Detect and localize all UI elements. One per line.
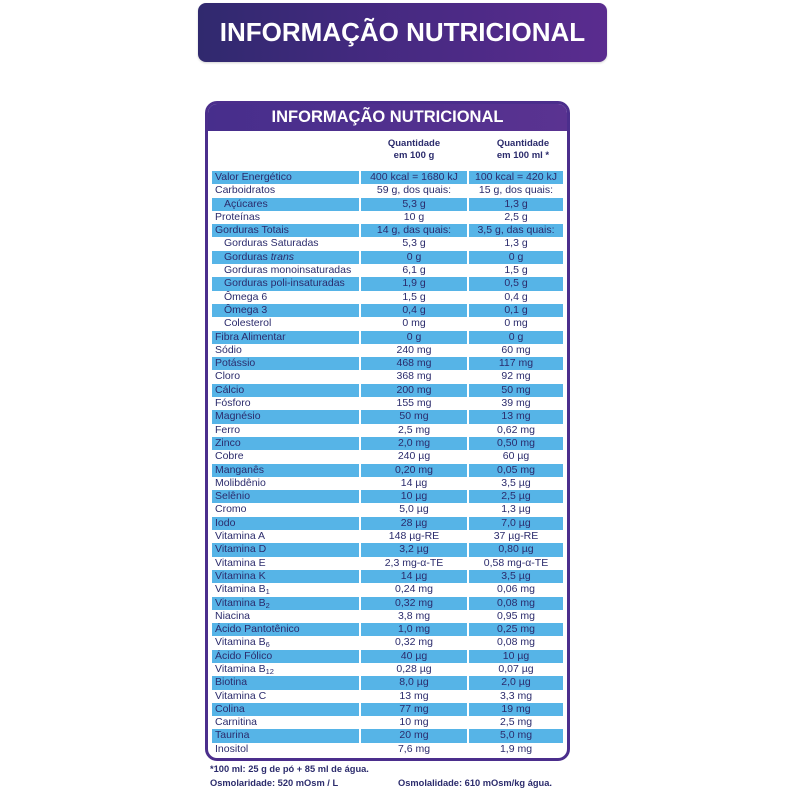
table-row bbox=[208, 517, 567, 530]
value-per-100g: 5,0 µg bbox=[399, 503, 429, 516]
nutrient-label bbox=[212, 623, 359, 636]
value-per-100g: 7,6 mg bbox=[397, 742, 431, 755]
nutrient-label bbox=[212, 437, 359, 450]
nutrient-name: Colesterol bbox=[224, 317, 272, 330]
value-per-100ml: 50 mg bbox=[469, 384, 563, 397]
table-row bbox=[208, 237, 567, 250]
value-per-100ml: 39 mg bbox=[501, 397, 531, 410]
value-per-100g: 2,0 mg bbox=[361, 437, 467, 450]
value-per-100g: 368 mg bbox=[396, 370, 432, 383]
value-per-100g: 240 µg bbox=[397, 450, 431, 463]
value-per-100ml: 0,50 mg bbox=[469, 437, 563, 450]
value-per-100ml: 1,3 g bbox=[504, 237, 528, 250]
nutrient-name: Ferro bbox=[215, 423, 241, 436]
table-row bbox=[208, 743, 567, 756]
value-per-100ml: 10 µg bbox=[469, 650, 563, 663]
table-row bbox=[208, 716, 567, 729]
table-row bbox=[208, 703, 567, 716]
value-per-100ml: 3,5 µg bbox=[469, 570, 563, 583]
nutrient-name: Colina bbox=[215, 702, 245, 715]
value-per-100ml: 37 µg-RE bbox=[493, 530, 539, 543]
value-per-100g: 400 kcal = 1680 kJ bbox=[361, 171, 467, 184]
column-header-line: em 100 ml * bbox=[496, 150, 550, 161]
nutrient-label bbox=[212, 610, 359, 623]
nutrient-name-subscript: 6 bbox=[265, 640, 270, 650]
nutrient-label bbox=[212, 503, 359, 516]
value-per-100ml: 0,4 g bbox=[504, 290, 528, 303]
nutrient-name: Inositol bbox=[215, 742, 249, 755]
nutrient-label bbox=[212, 743, 359, 756]
table-row bbox=[208, 344, 567, 357]
value-per-100g: 0,32 mg bbox=[361, 597, 467, 610]
value-per-100ml: 1,5 g bbox=[504, 264, 528, 277]
table-row bbox=[208, 650, 567, 663]
value-per-100ml: 0,08 mg bbox=[497, 636, 535, 649]
value-per-100ml: 0,95 mg bbox=[497, 609, 535, 622]
value-per-100g: 5,3 g bbox=[361, 198, 467, 211]
value-per-100g: 0,32 mg bbox=[395, 636, 433, 649]
nutrient-label bbox=[212, 690, 359, 703]
nutrient-name: Gorduras bbox=[224, 250, 268, 263]
nutrient-name: Vitamina C bbox=[215, 689, 267, 702]
value-per-100ml: 2,5 g bbox=[504, 210, 528, 223]
value-per-100g: 14 µg bbox=[361, 570, 467, 583]
nutrient-label bbox=[212, 517, 359, 530]
value-per-100g: 5,3 g bbox=[402, 237, 426, 250]
value-per-100ml: 19 mg bbox=[469, 703, 563, 716]
value-per-100ml: 60 µg bbox=[502, 450, 530, 463]
value-per-100g: 59 g, dos quais: bbox=[376, 184, 452, 197]
column-headers bbox=[208, 131, 567, 171]
value-per-100ml: 0,06 mg bbox=[497, 583, 535, 596]
nutrient-label bbox=[212, 224, 359, 237]
value-per-100g: 200 mg bbox=[361, 384, 467, 397]
value-per-100g: 1,9 g bbox=[361, 277, 467, 290]
value-per-100ml: 0,62 mg bbox=[497, 423, 535, 436]
nutrient-label bbox=[212, 464, 359, 477]
nutrient-name: Vitamina B bbox=[215, 636, 266, 649]
value-per-100g: 1,5 g bbox=[402, 290, 426, 303]
nutrient-name: Selênio bbox=[215, 490, 251, 503]
table-row bbox=[208, 317, 567, 330]
table-row bbox=[208, 729, 567, 742]
value-per-100ml: 15 g, dos quais: bbox=[478, 184, 554, 197]
value-per-100g: 0,4 g bbox=[361, 304, 467, 317]
value-per-100ml: 1,3 µg bbox=[501, 503, 531, 516]
value-per-100g: 3,2 µg bbox=[361, 543, 467, 556]
nutrient-label bbox=[212, 304, 359, 317]
value-per-100ml: 117 mg bbox=[469, 357, 563, 370]
nutrient-name-subscript: 12 bbox=[265, 666, 274, 676]
table-row bbox=[208, 184, 567, 197]
nutrient-name: Ácido Pantotênico bbox=[215, 623, 300, 636]
column-header-line: Quantidade bbox=[387, 138, 441, 149]
nutrient-label bbox=[212, 729, 359, 742]
value-per-100ml: 0 mg bbox=[504, 317, 528, 330]
value-per-100g: 3,8 mg bbox=[397, 609, 431, 622]
table-row bbox=[208, 437, 567, 450]
nutrient-name: Cobre bbox=[215, 450, 244, 463]
nutrient-name: Gorduras monoinsaturadas bbox=[224, 264, 352, 277]
nutrient-name: Valor Energético bbox=[215, 171, 292, 183]
nutrient-name-italic: trans bbox=[270, 250, 295, 263]
table-row bbox=[208, 530, 567, 543]
value-per-100ml: 2,0 µg bbox=[469, 676, 563, 689]
nutrient-label bbox=[212, 198, 359, 211]
nutrient-label bbox=[212, 543, 359, 556]
value-per-100ml: 3,5 g, das quais: bbox=[469, 224, 563, 237]
nutrient-name: Gorduras Totais bbox=[215, 224, 289, 237]
table-row bbox=[208, 597, 567, 610]
footnote-osmolality: Osmolalidade: 610 mOsm/kg água. bbox=[398, 778, 552, 788]
table-row bbox=[208, 291, 567, 304]
nutrient-label bbox=[212, 424, 359, 437]
nutrient-label bbox=[212, 277, 359, 290]
value-per-100ml: 0,1 g bbox=[469, 304, 563, 317]
table-row bbox=[208, 676, 567, 689]
value-per-100g: 0 g bbox=[361, 251, 467, 264]
nutrient-label bbox=[212, 597, 359, 610]
nutrient-label bbox=[212, 344, 359, 357]
table-row bbox=[208, 557, 567, 570]
nutrient-label bbox=[212, 291, 359, 304]
nutrient-name: Gorduras poli-insaturadas bbox=[224, 277, 345, 290]
nutrient-name: Vitamina D bbox=[215, 543, 267, 556]
value-per-100g: 468 mg bbox=[361, 357, 467, 370]
table-row bbox=[208, 384, 567, 397]
table-row bbox=[208, 477, 567, 490]
nutrient-name: Molibdênio bbox=[215, 476, 266, 489]
value-per-100ml: 13 mg bbox=[469, 410, 563, 423]
nutrient-name-subscript: 1 bbox=[265, 587, 270, 597]
value-per-100g: 0,28 µg bbox=[396, 662, 432, 675]
table-row bbox=[208, 424, 567, 437]
nutrient-label bbox=[212, 264, 359, 277]
value-per-100ml: 0 g bbox=[469, 251, 563, 264]
nutrient-name: Vitamina B bbox=[215, 596, 266, 609]
table-row bbox=[208, 663, 567, 676]
nutrient-label bbox=[212, 676, 359, 689]
value-per-100ml: 0,5 g bbox=[469, 277, 563, 290]
value-per-100g: 40 µg bbox=[361, 650, 467, 663]
table-row bbox=[208, 264, 567, 277]
column-header-per-100g bbox=[361, 138, 467, 162]
value-per-100g: 50 mg bbox=[361, 410, 467, 423]
table-row bbox=[208, 583, 567, 596]
table-row bbox=[208, 464, 567, 477]
value-per-100g: 28 µg bbox=[361, 517, 467, 530]
table-row bbox=[208, 610, 567, 623]
table-row bbox=[208, 251, 567, 264]
nutrient-label bbox=[212, 583, 359, 596]
nutrient-label bbox=[212, 450, 359, 463]
value-per-100g: 0 mg bbox=[402, 317, 426, 330]
column-header-per-100ml bbox=[469, 138, 563, 162]
value-per-100g: 6,1 g bbox=[402, 264, 426, 277]
nutrient-label bbox=[212, 716, 359, 729]
table-title: INFORMAÇÃO NUTRICIONAL bbox=[208, 104, 567, 131]
nutrient-name: Vitamina K bbox=[215, 569, 266, 582]
table-row bbox=[208, 277, 567, 290]
nutrient-name: Proteínas bbox=[215, 210, 260, 223]
nutrient-name: Ômega 3 bbox=[224, 303, 268, 316]
table-row bbox=[208, 171, 567, 184]
nutrient-label bbox=[212, 490, 359, 503]
value-per-100ml: 0,08 mg bbox=[469, 597, 563, 610]
nutrient-name: Vitamina B bbox=[215, 662, 266, 675]
column-header-line: em 100 g bbox=[393, 150, 435, 161]
value-per-100g: 2,5 mg bbox=[397, 423, 431, 436]
nutrient-name: Niacina bbox=[215, 609, 251, 622]
value-per-100g: 10 mg bbox=[399, 716, 429, 729]
table-row bbox=[208, 623, 567, 636]
nutrient-label bbox=[212, 331, 359, 344]
table-row bbox=[208, 211, 567, 224]
nutrient-label bbox=[212, 370, 359, 383]
nutrient-label bbox=[212, 477, 359, 490]
nutrient-name: Manganês bbox=[215, 463, 265, 476]
nutrient-label bbox=[212, 397, 359, 410]
nutrient-name: Fibra Alimentar bbox=[215, 330, 286, 343]
table-row bbox=[208, 304, 567, 317]
value-per-100ml: 0,07 µg bbox=[498, 662, 534, 675]
value-per-100g: 0,24 mg bbox=[395, 583, 433, 596]
value-per-100ml: 3,3 mg bbox=[499, 689, 533, 702]
nutrient-name: Gorduras Saturadas bbox=[224, 237, 319, 250]
column-header-line: Quantidade bbox=[496, 138, 550, 149]
nutrient-name: Taurina bbox=[215, 729, 250, 742]
value-per-100ml: 0 g bbox=[469, 331, 563, 344]
value-per-100ml: 2,5 mg bbox=[499, 716, 533, 729]
value-per-100ml: 0,80 µg bbox=[469, 543, 563, 556]
nutrient-name: Vitamina A bbox=[215, 530, 266, 543]
table-row bbox=[208, 503, 567, 516]
nutrient-label bbox=[212, 703, 359, 716]
nutrient-name: Biotina bbox=[215, 676, 248, 689]
value-per-100ml: 7,0 µg bbox=[469, 517, 563, 530]
nutrient-name: Vitamina B bbox=[215, 583, 266, 596]
value-per-100g: 2,3 mg-α-TE bbox=[384, 556, 444, 569]
nutrient-name: Açúcares bbox=[224, 197, 268, 210]
footnote-osmolarity: Osmolaridade: 520 mOsm / L bbox=[210, 778, 339, 788]
nutrient-name: Cloro bbox=[215, 370, 241, 383]
value-per-100g: 155 mg bbox=[396, 397, 432, 410]
nutrient-name: Ômega 6 bbox=[224, 290, 268, 303]
value-per-100g: 0 g bbox=[361, 331, 467, 344]
nutrient-label bbox=[212, 663, 359, 676]
table-row bbox=[208, 543, 567, 556]
value-per-100g: 14 µg bbox=[400, 476, 428, 489]
nutrient-label bbox=[212, 384, 359, 397]
value-per-100g: 0,20 mg bbox=[361, 464, 467, 477]
nutrient-label bbox=[212, 636, 359, 649]
nutrient-label bbox=[212, 251, 359, 264]
nutrient-label bbox=[212, 570, 359, 583]
value-per-100ml: 5,0 mg bbox=[469, 729, 563, 742]
nutrient-name: Carboidratos bbox=[215, 184, 276, 197]
value-per-100g: 8,0 µg bbox=[361, 676, 467, 689]
value-per-100g: 1,0 mg bbox=[361, 623, 467, 636]
value-per-100ml: 1,3 g bbox=[469, 198, 563, 211]
nutrient-name: Ácido Fólico bbox=[215, 649, 273, 662]
value-per-100g: 148 µg-RE bbox=[388, 530, 440, 543]
nutrient-label bbox=[212, 211, 359, 224]
nutrient-label bbox=[212, 410, 359, 423]
table-row bbox=[208, 450, 567, 463]
table-row bbox=[208, 490, 567, 503]
nutrient-name: Vitamina E bbox=[215, 556, 266, 569]
nutrient-label bbox=[212, 357, 359, 370]
value-per-100g: 77 mg bbox=[361, 703, 467, 716]
nutrient-name: Cálcio bbox=[215, 383, 245, 396]
table-row bbox=[208, 370, 567, 383]
value-per-100ml: 0,25 mg bbox=[469, 623, 563, 636]
table-row bbox=[208, 397, 567, 410]
table-row bbox=[208, 410, 567, 423]
nutrient-label bbox=[212, 530, 359, 543]
table-row bbox=[208, 570, 567, 583]
nutrient-label bbox=[212, 650, 359, 663]
value-per-100ml: 100 kcal = 420 kJ bbox=[469, 171, 563, 184]
table-row bbox=[208, 357, 567, 370]
footnote-dilution: *100 ml: 25 g de pó + 85 ml de água. bbox=[210, 764, 369, 774]
value-per-100ml: 0,58 mg-α-TE bbox=[483, 556, 549, 569]
table-row bbox=[208, 636, 567, 649]
nutrient-name: Sódio bbox=[215, 343, 242, 356]
value-per-100g: 10 g bbox=[403, 210, 425, 223]
table-row bbox=[208, 331, 567, 344]
nutrient-label bbox=[212, 184, 359, 197]
table-row bbox=[208, 198, 567, 211]
value-per-100g: 10 µg bbox=[361, 490, 467, 503]
table-row bbox=[208, 690, 567, 703]
nutrient-label bbox=[212, 317, 359, 330]
table-row bbox=[208, 224, 567, 237]
value-per-100g: 14 g, das quais: bbox=[361, 224, 467, 237]
nutrient-name: Zinco bbox=[215, 436, 241, 449]
value-per-100g: 20 mg bbox=[361, 729, 467, 742]
nutrient-name: Magnésio bbox=[215, 410, 261, 423]
value-per-100ml: 3,5 µg bbox=[501, 476, 531, 489]
value-per-100ml: 0,05 mg bbox=[469, 464, 563, 477]
nutrient-name: Potássio bbox=[215, 357, 256, 370]
nutrient-name: Fósforo bbox=[215, 397, 251, 410]
table-body bbox=[208, 171, 567, 756]
value-per-100g: 13 mg bbox=[399, 689, 429, 702]
nutrient-label bbox=[212, 557, 359, 570]
nutrient-label bbox=[212, 237, 359, 250]
value-per-100ml: 2,5 µg bbox=[469, 490, 563, 503]
nutrient-name-subscript: 2 bbox=[265, 600, 270, 610]
page-title-banner: INFORMAÇÃO NUTRICIONAL bbox=[198, 3, 607, 62]
value-per-100g: 240 mg bbox=[396, 343, 432, 356]
value-per-100ml: 92 mg bbox=[501, 370, 531, 383]
nutrient-name: Carnitina bbox=[215, 716, 258, 729]
nutrient-name: Cromo bbox=[215, 503, 247, 516]
nutrient-label bbox=[212, 171, 359, 184]
nutrient-name: Iodo bbox=[215, 516, 236, 529]
nutrition-table bbox=[205, 101, 570, 761]
value-per-100ml: 60 mg bbox=[501, 343, 531, 356]
value-per-100ml: 1,9 mg bbox=[499, 742, 533, 755]
